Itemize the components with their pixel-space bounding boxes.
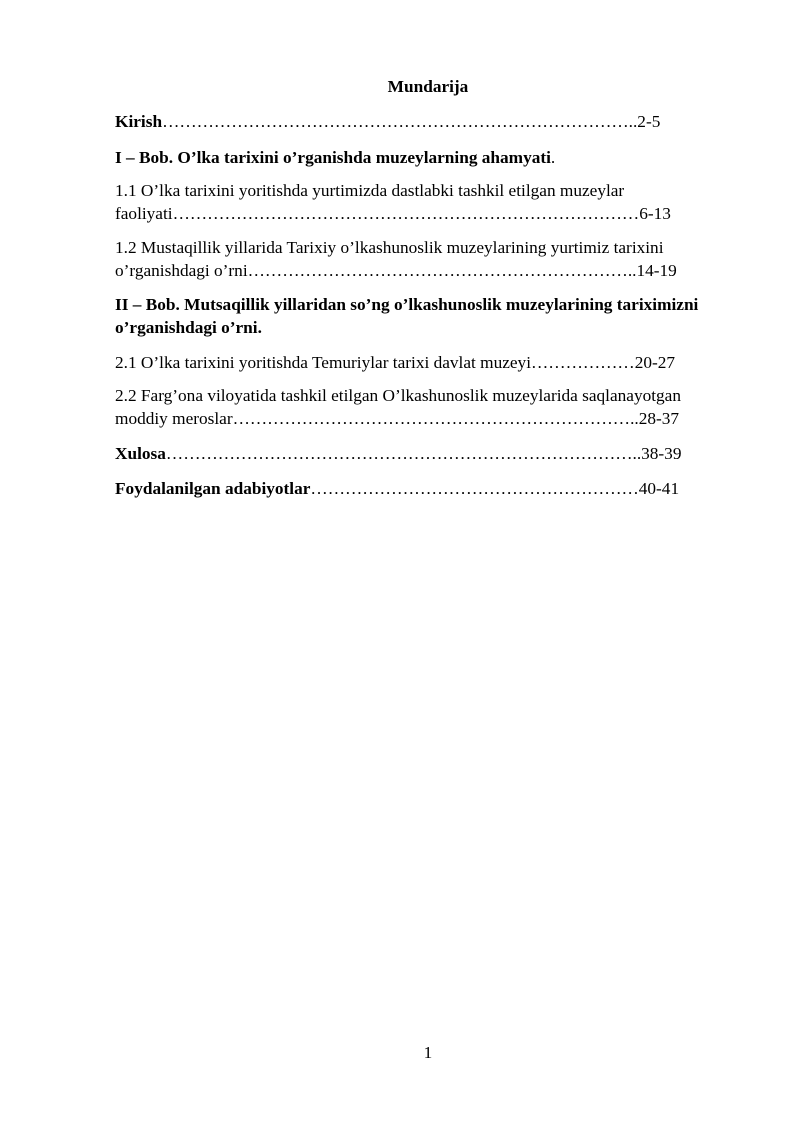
toc-leader: …………………………………………………: [310, 479, 639, 498]
toc-entry-label: moddiy meroslar: [115, 409, 233, 428]
toc-chapter-label: I – Bob. O’lka tarixini o’rganishda muzeylarning ahamyati: [115, 148, 551, 167]
toc-entry-label: Xulosa: [115, 444, 166, 463]
toc-page-range: 28-37: [638, 409, 680, 428]
page-title: Mundarija: [387, 77, 469, 96]
toc-leader: ………………………………………………………………………: [172, 204, 640, 223]
toc-entry-label: Foydalanilgan adabiyotlar: [115, 479, 311, 498]
toc-page-range: 6-13: [639, 204, 671, 223]
toc-leader: ………………………………………………………………………..: [162, 112, 638, 131]
toc-leader: ………………: [531, 353, 635, 372]
toc-entry-line: [115, 260, 742, 282]
toc-leader: ………………………………………………………………………..: [165, 444, 642, 463]
toc-chapter-suffix: .: [550, 148, 556, 167]
toc-entry-label: o’rganishdagi o’rni: [115, 261, 248, 280]
toc-chapter-line: II – Bob. Mutsaqillik yillaridan so’ng o’lkashunoslik muzeylarining tariximizni: [115, 295, 699, 314]
toc-page-range: 38-39: [641, 444, 682, 463]
toc-leader: ……………………………………………………………..: [232, 409, 639, 428]
toc-entry-line: 1.2 Mustaqillik yillarida Tarixiy o’lkashunoslik muzeylarining yurtimiz tarixini: [115, 238, 664, 257]
toc-entry-conclusion[interactable]: [115, 443, 742, 465]
toc-page-range: 2-5: [637, 112, 661, 131]
toc-entry-label: faoliyati: [115, 204, 173, 223]
toc-entry-line: 1.1 O’lka tarixini yoritishda yurtimizda dastlabki tashkil etilgan muzeylar: [115, 181, 625, 200]
toc-chapter-line: o’rganishdagi o’rni.: [115, 318, 262, 337]
toc-page-range: 40-41: [638, 479, 680, 498]
toc-entry-chapter-1[interactable]: [115, 147, 742, 169]
toc-entry-label: 2.1 O’lka tarixini yoritishda Temuriylar tarixi davlat muzeyi: [115, 353, 531, 372]
toc-leader: …………………………………………………………..: [247, 261, 637, 280]
toc-entry-line: 2.2 Farg’ona viloyatida tashkil etilgan O’lkashunoslik muzeylarida saqlanayotgan: [115, 386, 681, 405]
toc-entry-intro[interactable]: [115, 111, 742, 133]
toc-entry-line: [115, 408, 742, 430]
toc-entry-label: Kirish: [115, 112, 163, 131]
toc-page-range: 20-27: [634, 353, 676, 372]
toc-page-range: 14-19: [636, 261, 677, 280]
toc-entry-line: [115, 203, 742, 225]
toc-entry-section-2-1[interactable]: [115, 352, 742, 374]
toc-entry-references[interactable]: [115, 478, 742, 500]
page-number: 1: [423, 1043, 433, 1062]
